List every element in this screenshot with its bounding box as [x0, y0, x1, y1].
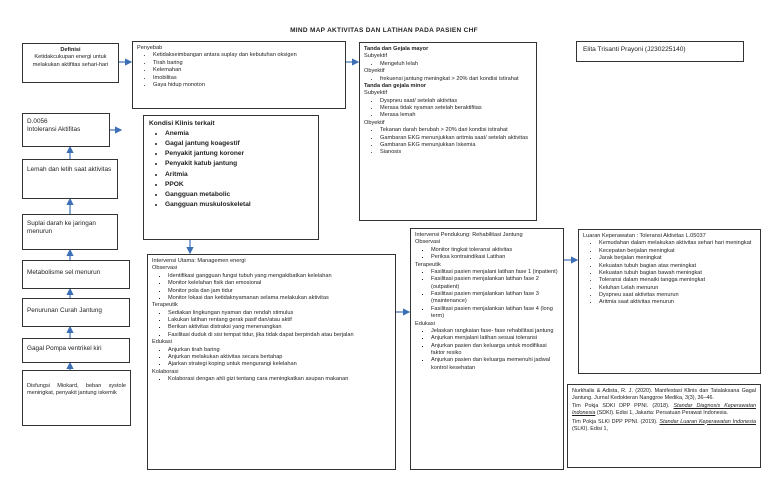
- kondisi-heading: Kondisi Klinis terkait: [149, 120, 215, 127]
- lemah-letih-text: Lemah dan letih saat aktivitas: [27, 166, 112, 173]
- minor-objektif-label: Obyektif: [364, 119, 385, 126]
- list-item: • Keluhan Lelah menurun: [599, 285, 756, 292]
- intervensi-pendukung-box: [410, 228, 564, 470]
- list-item: ▪ Kolaborasi dengan ahli gizi tentang cara meningkatkan asupan makanan: [168, 376, 391, 383]
- luaran-heading: Luaran Keperawatan : Toleransi Aktivitas L.05037: [583, 233, 706, 239]
- suplai-darah-text: Suplai darah ke jaringan menurun: [27, 220, 96, 236]
- iu-kolaborasi-label: Kolaborasi: [152, 368, 179, 375]
- list-item: • Merasa lemah: [380, 112, 532, 119]
- list-item: • Kemudahan dalam melakukan aktivitas sehari hari meningkat: [599, 240, 756, 247]
- minor-heading: Tanda dan gejala minor: [364, 82, 427, 89]
- list-item: • Imobilitas: [153, 75, 341, 82]
- penyebab-heading: Penyebab: [137, 45, 163, 51]
- list-item: • frekuensi jantung meningkat > 20% dari kondisi istirahat: [380, 76, 532, 83]
- list-item: • Gambaran EKG menunjukkan aritmia saat/ setelah aktivitas: [380, 135, 532, 142]
- mayor-objektif-label: Obyektif: [364, 68, 385, 75]
- list-item: • Mengeluh lelah: [380, 61, 532, 68]
- list-item: ▪ Lakukan latihan rentang gerak pasif dan/atau aktif: [168, 317, 391, 324]
- list-item: ▪ Fasilitasi pasien menjalankan latihan fase 4 (long term): [431, 306, 559, 321]
- list-item: • Gangguan muskuloskeletal: [165, 200, 313, 210]
- list-item: ▪ Anjurkan pasien dan keluarga untuk modifikasi faktor resiko: [431, 343, 559, 358]
- definisi-box: [22, 43, 119, 83]
- list-item: • Ketidakseimbangan antara suplay dan kebutuhan oksigen: [153, 52, 341, 59]
- referensi-1: Nurkhalis & Adista, R. J. (2020). Manifestasi Klinis dan Tatalaksana Gagal Jantung. Jurnal Kedokteran Nanggroe Medika, 3(3), 36–46.: [572, 388, 756, 402]
- list-item: ▪ Anjurkan tirah baring: [168, 347, 391, 354]
- list-item: • Dyspneu saat/ setelah aktivitas: [380, 98, 532, 105]
- intervensi-utama-box: [147, 254, 396, 470]
- author-name: Elita Trisanti Prayoni (J230225140): [583, 46, 686, 53]
- list-item: ▪ Berikan aktivitas distraksi yang menenangkan: [168, 324, 391, 331]
- iu-heading: Intervensi Utama: Managemen energi: [152, 258, 246, 264]
- mayor-heading: Tanda dan Gejala mayor: [364, 46, 429, 52]
- list-item: • Toleransi dalam menaiki tangga meningkat: [599, 277, 756, 284]
- metabolisme-text: Metabolisme sel menurun: [27, 269, 101, 276]
- list-item: ▪ Sediakan lingkungan nyaman dan rendah stimulus: [168, 310, 391, 317]
- diagnosa-code: D.0056: [27, 118, 48, 125]
- ip-edukasi-label: Edukasi: [415, 320, 435, 327]
- mayor-subjektif-label: Subyektif: [364, 53, 388, 60]
- gagal-pompa-box: [22, 338, 130, 363]
- diagnosa-name: Intoleransi Aktifitas: [27, 126, 81, 134]
- list-item: • Kekuatan tubuh bagian bawah meningkat: [599, 270, 756, 277]
- kondisi-list: [149, 129, 313, 211]
- iu-edukasi-label: Edukasi: [152, 339, 172, 346]
- list-item: • Dyspneu saat aktivitas menurun: [599, 292, 756, 299]
- tanda-gejala-box: [359, 42, 537, 221]
- list-item: • Kecepatan berjalan meningkat: [599, 248, 756, 255]
- disfungsi-text: Disfungsi Miokard, beban systole meningkat, penyakit jantung iskemik: [27, 383, 126, 397]
- referensi-3: Tim Pokja SLKI DPP PPNI. (2019). Standar Luaran Keperawatan Indonesia (SLKI). Edisi 1,: [572, 418, 756, 432]
- disfungsi-box: [22, 370, 131, 426]
- diagnosa-box: [22, 113, 110, 147]
- list-item: • Jarak berjalan meningkat: [599, 255, 756, 262]
- definisi-heading: Definisi: [60, 47, 81, 53]
- penurunan-curah-text: Penurunan Curah Jantung: [27, 307, 102, 314]
- penyebab-box: [132, 41, 346, 109]
- ip-observasi-label: Observasi: [415, 239, 441, 246]
- ip-heading: Intervensi Pendukung: Rehabilitasi Jantung: [415, 232, 523, 238]
- luaran-box: [578, 229, 761, 374]
- list-item: ▪ Fasilitasi pasien menjalankan latihan fase 3 (maintenance): [431, 291, 559, 306]
- list-item: • Tekanan darah berubah > 20% dari kondisi istirahat: [380, 127, 532, 134]
- list-item: • Penyakit katub jantung: [165, 159, 313, 169]
- penyebab-list: [137, 52, 341, 89]
- list-item: ▪ Periksa kontraindikasi Latihan: [431, 254, 559, 261]
- list-item: • Gaya hidup monoton: [153, 82, 341, 89]
- list-item: ▪ Monitor kelelahan fisik dan emosional: [168, 280, 391, 287]
- list-item: ▪ Fasilitasi duduk di sisi tempat tidur, jika tidak dapat berpindah atau berjalan: [168, 332, 391, 339]
- lemah-letih-box: [22, 159, 118, 199]
- list-item: • Kelemahan: [153, 67, 341, 74]
- list-item: • Gambaran EKG menunjukkan Iskemia: [380, 142, 532, 149]
- author-box: [576, 41, 744, 62]
- list-item: • Gagal jantung koagestif: [165, 139, 313, 149]
- list-item: ▪ Jelaskan rangkaian fase- fase rehabilitasi jantung: [431, 328, 559, 335]
- list-item: • PPOK: [165, 180, 313, 190]
- list-item: ▪ Anjurkan pasien dan keluarga memenuhi jadwal kontrol kesehatan: [431, 357, 559, 372]
- list-item: • Kekuatan tubuh bagian atas meningkat: [599, 263, 756, 270]
- list-item: • Anemia: [165, 129, 313, 139]
- metabolisme-box: [22, 260, 130, 289]
- list-item: ▪ Fasilitasi pasien menjalankan latihan fase 2 (outpatient): [431, 276, 559, 291]
- iu-observasi-label: Observasi: [152, 265, 178, 272]
- list-item: ▪ Identifikasi gangguan fungsi tubuh yang mengakibatkan kelelahan: [168, 273, 391, 280]
- list-item: ▪ Monitor pola dan jam tidur: [168, 288, 391, 295]
- list-item: • Penyakit jantung koroner: [165, 149, 313, 159]
- penurunan-curah-box: [22, 298, 130, 327]
- page-title: MIND MAP AKTIVITAS DAN LATIHAN PADA PASIEN CHF: [290, 27, 478, 34]
- list-item: • Merasa tidak nyaman setelah beraktifitas: [380, 105, 532, 112]
- referensi-2: Tim Pokja SDKI DPP PPNI. (2018). Standar Diagnosis Keperawatan Indonesia (SDKI). Edisi 1, Jakarta: Persatuan Perawat Indonesia.: [572, 403, 756, 417]
- list-item: • Aritmia saat aktivitas menurun: [599, 299, 756, 306]
- list-item: • Sianosis: [380, 149, 532, 156]
- list-item: ▪ Ajarkan strategi koping untuk mengurangi kelelahan: [168, 361, 391, 368]
- list-item: ▪ Anjurkan menjalani latihan sesuai toleransi: [431, 335, 559, 342]
- list-item: ▪ Anjurkan melakukan aktivitas secara bertahap: [168, 354, 391, 361]
- list-item: ▪ Fasilitasi pasien menjalani latihan fase 1 (inpatient): [431, 269, 559, 276]
- list-item: ▪ Monitor tingkat toleransi aktivitas: [431, 247, 559, 254]
- ip-terapeutik-label: Terapeutik: [415, 261, 441, 268]
- kondisi-klinis-box: [143, 115, 319, 240]
- iu-terapeutik-label: Terapeutik: [152, 302, 178, 309]
- list-item: • Tirah baring: [153, 60, 341, 67]
- list-item: • Aritmia: [165, 170, 313, 180]
- gagal-pompa-text: Gagal Pompa ventrikel kiri: [27, 345, 102, 352]
- list-item: ▪ Monitor lokasi dan ketidaknyamanan selama melakukan aktivitas: [168, 295, 391, 302]
- definisi-text: Ketidakcukupan energi untuk melakukan aktifitas sehari-hari: [32, 54, 109, 68]
- list-item: • Gangguan metabolic: [165, 190, 313, 200]
- referensi-box: [567, 384, 761, 468]
- minor-subjektif-label: Subyektif: [364, 90, 388, 97]
- suplai-darah-box: [22, 214, 118, 250]
